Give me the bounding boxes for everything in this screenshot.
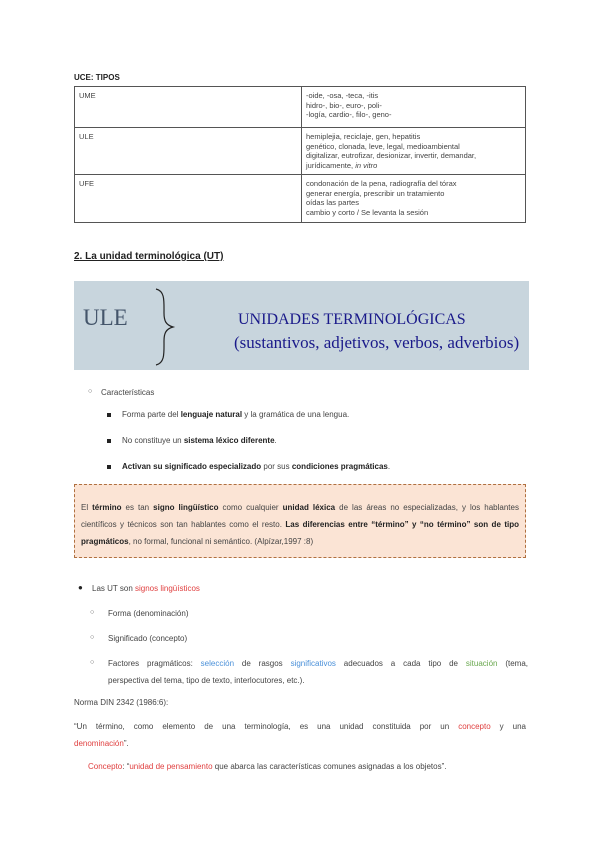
item-highlight: significativos: [290, 659, 336, 668]
item-bold: sistema léxico diferente: [183, 436, 275, 445]
item-text: Forma parte del: [122, 410, 181, 419]
hollow-bullet-icon: ○: [90, 659, 95, 666]
square-bullet-icon: [107, 439, 111, 443]
item-highlight: selección: [200, 659, 235, 668]
definition-highlight: unidad de pensamiento: [129, 762, 213, 771]
quote-line: [74, 718, 526, 735]
example-italic: in vitro: [355, 160, 378, 170]
definition-text: que abarca las características comunes asignadas a los objetos”.: [212, 762, 447, 771]
uce-type-cell: UME: [75, 87, 302, 128]
uce-heading: UCE: TIPOS: [74, 73, 120, 82]
example-line: -oide, -osa, -teca, -itis: [306, 91, 379, 100]
uce-table: [74, 86, 526, 223]
example-line: hemiplejia, reciclaje, gen, hepatitis: [306, 132, 421, 141]
item-text: por sus: [261, 462, 292, 471]
item-bold: lenguaje natural: [180, 410, 243, 419]
section-title: 2. La unidad terminológica (UT): [74, 251, 224, 262]
concepto-definition: [88, 762, 446, 772]
item-highlight: signos lingüísticos: [134, 584, 200, 593]
right-brace-icon: [153, 287, 177, 367]
note-text: de las áreas no especializadas, y los hablantes científicos y técnicos son tan hablantes como el resto.: [81, 503, 519, 529]
example-line: cambio y corto / Se levanta la sesión: [306, 207, 429, 217]
definition-text: : “: [122, 762, 130, 771]
factors-line: [108, 655, 528, 672]
quote-paragraph: [74, 718, 526, 752]
note-bold: término: [92, 503, 122, 512]
example-line: generar energía, prescribir un tratamiento: [306, 188, 445, 198]
uce-examples-cell: [302, 128, 526, 175]
list-item: Forma (denominación): [108, 609, 189, 618]
list-item: [92, 584, 200, 594]
example-text: jurídicamente,: [306, 160, 356, 170]
definition-highlight: Concepto: [88, 762, 123, 771]
banner-title: UNIDADES TERMINOLÓGICAS: [238, 311, 466, 328]
item-bold: condiciones pragmáticas: [291, 462, 388, 471]
list-item: [122, 436, 277, 446]
uce-examples-cell: [302, 87, 526, 128]
example-line: genético, clonada, leve, legal, medioambiental: [306, 141, 460, 151]
quote-highlight: denominación: [74, 739, 124, 748]
quote-highlight: concepto: [458, 722, 491, 731]
quote-text: “Un término, como elemento de una terminología, es una unidad constituida por un: [74, 722, 459, 731]
note-text: es tan: [121, 503, 154, 512]
factors-line: perspectiva del tema, tipo de texto, interlocutores, etc.).: [108, 676, 305, 685]
ut-banner-image: [74, 281, 529, 370]
item-text: .: [387, 462, 391, 471]
item-text: .: [274, 436, 277, 445]
item-text: y la gramática de una lengua.: [242, 410, 350, 419]
example-line: -logía, cardio-, filo-, geno-: [306, 110, 392, 119]
item-text: Las UT son: [92, 584, 135, 593]
table-row: [75, 175, 526, 223]
note-text: , no formal, funcional ni semántico. (Alpízar,1997 :8): [128, 537, 314, 546]
hollow-bullet-icon: ○: [90, 634, 95, 641]
note-box: [74, 484, 526, 558]
item-bold: Activan su significado especializado: [122, 462, 262, 471]
characteristics-label: Características: [101, 388, 155, 397]
list-item: [122, 410, 349, 420]
square-bullet-icon: [107, 413, 111, 417]
quote-line: [74, 735, 526, 752]
quote-text: y una: [490, 722, 526, 731]
table-row: [75, 128, 526, 175]
norma-reference: Norma DIN 2342 (1986:6):: [74, 698, 169, 707]
list-item: [122, 462, 390, 472]
list-item: Significado (concepto): [108, 634, 188, 643]
item-highlight: situación: [465, 659, 498, 668]
example-line: oídas las partes: [306, 198, 359, 207]
filled-bullet-icon: ●: [78, 583, 83, 592]
uce-type-cell: UFE: [75, 175, 302, 223]
square-bullet-icon: [107, 465, 111, 469]
note-text: como cualquier: [218, 503, 283, 512]
uce-type-cell: ULE: [75, 128, 302, 175]
note-bold: signo lingüístico: [153, 503, 219, 512]
table-row: [75, 87, 526, 128]
item-text: adecuados a cada tipo de: [335, 659, 466, 668]
list-item: [108, 655, 528, 689]
item-text: de rasgos: [234, 659, 291, 668]
example-line: digitalizar, eutrofizar, desionizar, invertir, demandar,: [306, 151, 477, 160]
note-text: El: [81, 503, 93, 512]
note-bold: unidad léxica: [282, 503, 336, 512]
example-line: condonación de la pena, radiografía del tórax: [306, 179, 457, 188]
quote-text: ”.: [123, 739, 129, 748]
hollow-bullet-icon: ○: [90, 609, 95, 616]
item-text: No constituye un: [122, 436, 184, 445]
example-line: [306, 161, 521, 171]
note-bold: Las diferencias entre “término” y “no término” son de tipo pragmáticos: [81, 520, 519, 546]
item-text: (tema,: [497, 659, 529, 668]
uce-examples-cell: [302, 175, 526, 223]
item-text: Factores pragmáticos:: [108, 659, 201, 668]
example-line: hidro-, bio-, euro-, poli-: [306, 100, 382, 110]
banner-subtitle: (sustantivos, adjetivos, verbos, adverbios): [234, 333, 520, 352]
hollow-bullet-icon: ○: [88, 388, 93, 395]
banner-ule-label: ULE: [83, 305, 128, 330]
